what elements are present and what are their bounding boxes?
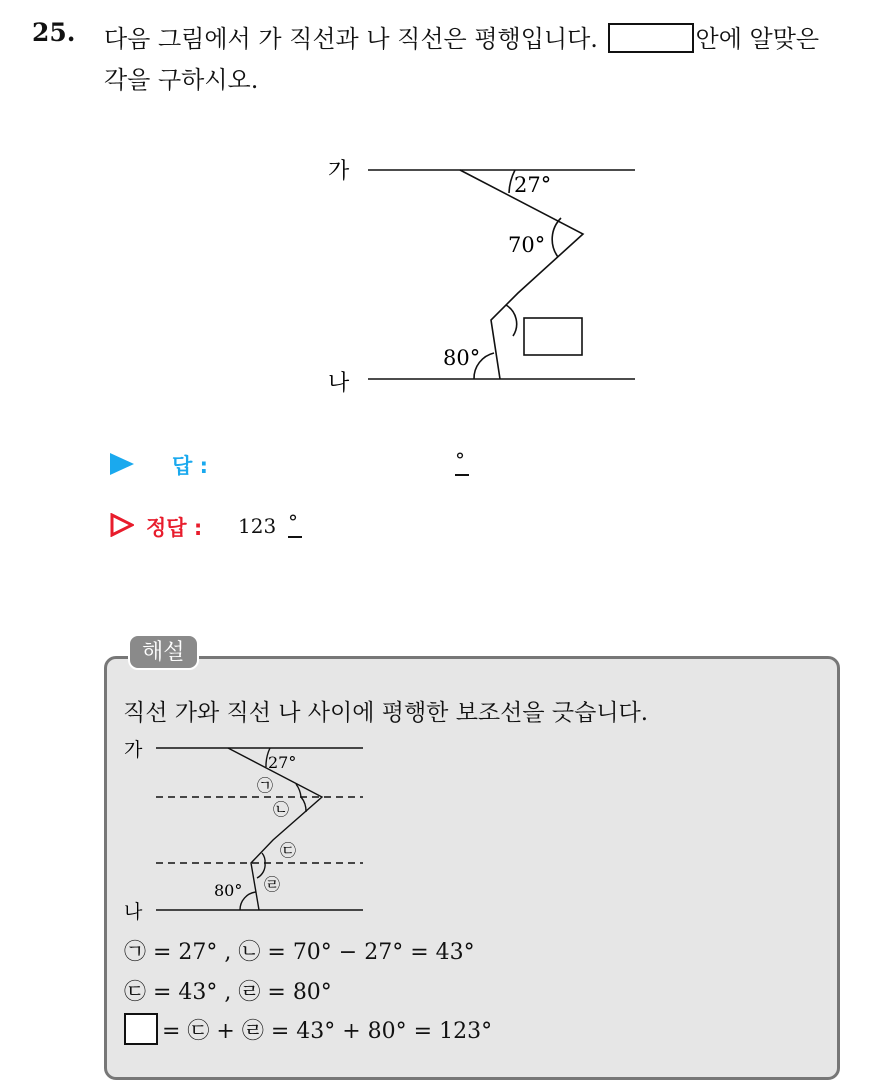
exp-angle-27-label: 27° bbox=[268, 753, 297, 772]
correct-answer-value: 123 bbox=[238, 514, 277, 538]
arc-70 bbox=[552, 218, 561, 257]
mark-b: ㉡ bbox=[273, 800, 290, 819]
angle-80-label: 80° bbox=[443, 346, 481, 370]
answer-label: 답 : bbox=[172, 454, 208, 478]
exp-angle-80-label: 80° bbox=[214, 881, 243, 900]
equation-2: ㉢ = 43° , ㉣ = 80° bbox=[124, 980, 332, 1005]
equation-3-text: = ㉢ + ㉣ = 43° + 80° = 123° bbox=[162, 1019, 493, 1044]
mark-d: ㉣ bbox=[264, 875, 281, 894]
angle-27-label: 27° bbox=[514, 173, 552, 197]
question-text-part2: 안에 알맞은 bbox=[695, 25, 820, 53]
equation-blank-box bbox=[124, 1013, 158, 1045]
exp-arc-80 bbox=[240, 892, 256, 910]
correct-underline bbox=[288, 536, 302, 538]
correct-degree-symbol: ° bbox=[288, 510, 298, 534]
explanation-tag: 해설 bbox=[128, 634, 199, 670]
mark-c: ㉢ bbox=[280, 841, 297, 860]
question-text-line2: 각을 구하시오. bbox=[104, 66, 259, 94]
explanation-figure bbox=[120, 734, 370, 924]
equation-3 bbox=[124, 1013, 492, 1045]
answer-degree-symbol: ° bbox=[455, 448, 465, 472]
arc-right bbox=[506, 305, 517, 336]
play-triangle-icon bbox=[110, 453, 134, 475]
exp-label-na: 나 bbox=[124, 901, 143, 923]
question-text-line1 bbox=[104, 19, 819, 54]
explanation-text: 직선 가와 직선 나 사이에 평행한 보조선을 긋습니다. bbox=[123, 700, 649, 726]
label-na: 나 bbox=[328, 371, 350, 396]
parallel-lines-figure bbox=[300, 140, 660, 410]
figure-blank-box bbox=[524, 318, 582, 355]
answer-underline bbox=[455, 474, 469, 476]
outline-triangle-icon bbox=[110, 513, 134, 537]
angle-70-label: 70° bbox=[508, 233, 546, 257]
exp-label-ga: 가 bbox=[124, 739, 143, 761]
equation-1: ㉠ = 27° , ㉡ = 70° − 27° = 43° bbox=[124, 940, 475, 965]
exp-arc-c bbox=[262, 853, 265, 863]
label-ga: 가 bbox=[328, 159, 350, 184]
answer-blank-box bbox=[608, 23, 694, 53]
question-number: 25. bbox=[32, 18, 76, 47]
exp-arc-b-bottom bbox=[301, 797, 306, 812]
mark-a: ㉠ bbox=[257, 776, 274, 795]
correct-answer-label: 정답 : bbox=[146, 516, 203, 540]
question-text-part1: 다음 그림에서 가 직선과 나 직선은 평행입니다. bbox=[104, 25, 598, 53]
